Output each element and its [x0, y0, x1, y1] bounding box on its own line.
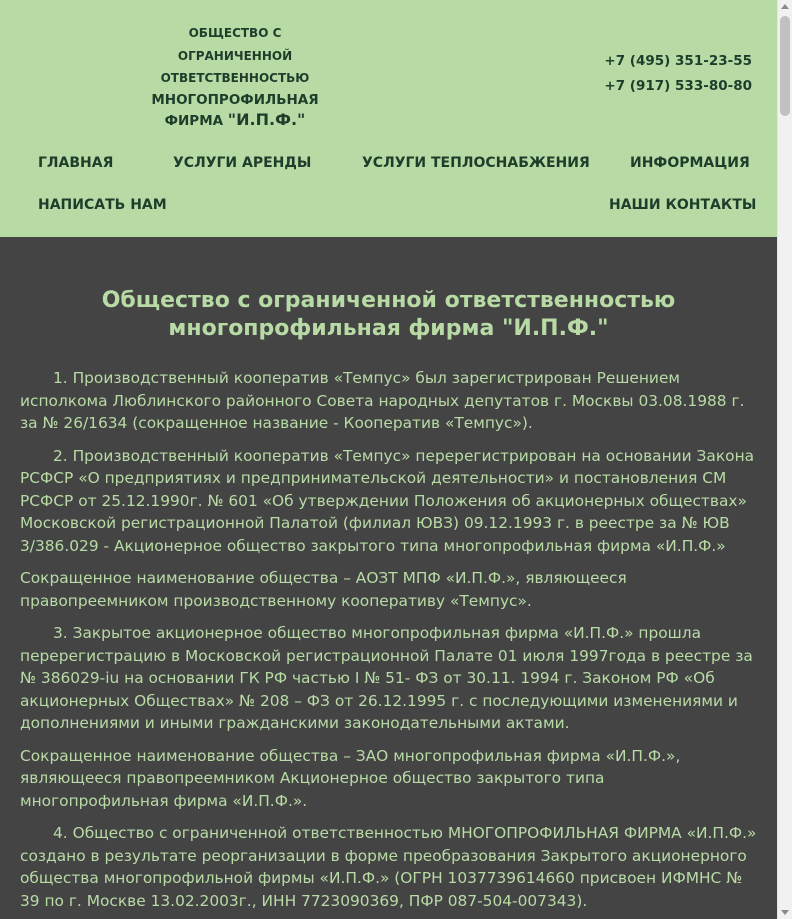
nav-link-heating[interactable]: УСЛУГИ ТЕПЛОСНАБЖЕНИЯ	[362, 155, 590, 171]
history-paragraph: Сокращенное наименование общества – АОЗТ МПФ «И.П.Ф.», являющееся правопреемником производственному кооперативу «Темпус».	[20, 569, 627, 610]
history-paragraph: 4. Общество с ограниченной ответственностью МНОГОПРОФИЛЬНАЯ ФИРМА «И.П.Ф.» создано в результате реорганизации в форме преобразования Закрытого акционерного общества многопрофильной фирмы «И.П.Ф.» (ОГРН 1037739614660 присвоен ИФМНС № 39 по г. Москве 13.02.2003г., ИНН 7723090369, ПФР 087-504-007343).	[20, 824, 757, 910]
logo-line: ОГРАНИЧЕННОЙ	[177, 48, 293, 63]
logo-word: ФИРМА	[164, 112, 228, 129]
history-paragraph: 3. Закрытое акционерное общество многопрофильная фирма «И.П.Ф.» прошла перерегистрацию в Московской регистрационной Палате 01 июля 1997года в реестре за № 386029-iu на основании ГК РФ частью I № 51- ФЗ от 30.11. 1994 г. Законом РФ «Об акционерных Обществах» № 208 – ФЗ от 26.12.1995 г. с последующими изменениями и дополнениями и иными гражданскими законодательными актами.	[20, 624, 753, 732]
vertical-scrollbar[interactable]	[777, 0, 792, 919]
logo-line	[150, 111, 320, 130]
page-title: Общество с ограниченной ответственностью многопрофильная фирма "И.П.Ф."	[101, 288, 676, 341]
main-content	[0, 237, 777, 919]
nav-link-info[interactable]: ИНФОРМАЦИЯ	[630, 155, 750, 171]
logo-line: ОТВЕТСТВЕННОСТЬЮ	[160, 71, 310, 85]
nav-link-home[interactable]: ГЛАВНАЯ	[38, 155, 114, 171]
logo-line: ОБЩЕСТВО С	[188, 26, 282, 40]
logo-brand-name: "И.П.Ф."	[227, 109, 306, 129]
nav-link-contacts[interactable]: НАШИ КОНТАКТЫ	[609, 197, 757, 213]
company-logo[interactable]	[150, 22, 320, 130]
scroll-up-arrow-icon[interactable]	[781, 4, 789, 9]
history-paragraph: Сокращенное наименование общества – ЗАО многопрофильная фирма «И.П.Ф.», являющееся правопреемником Акционерное общество закрытого типа многопрофильная фирма «И.П.Ф.».	[20, 746, 681, 810]
history-paragraph: 1. Производственный кооператив «Темпус» был зарегистрирован Решением исполкома Люблинского районного Совета народных депутатов г. Москвы 03.08.1988 г. за № 26/1634 (сокращенное название - Кооператив «Темпус»).	[20, 369, 745, 432]
history-paragraph: 2. Производственный кооператив «Темпус» перерегистрирован на основании Закона РСФСР «О предприятиях и предпринимательской деятельности» и постановления СМ РСФСР от 25.12.1990г. № 601 «Об утверждении Положения об акционерных обществах» Московской регистрационной Палатой (филиал ЮВЗ) 09.12.1993 г. в реестре за № ЮВ 3/386.029 - Акционерное общество закрытого типа многопрофильная фирма «И.П.Ф.»	[20, 446, 755, 555]
phone-number[interactable]: +7 (917) 533-80-80	[604, 78, 752, 94]
scrollbar-thumb[interactable]	[780, 16, 790, 116]
logo-line: МНОГОПРОФИЛЬНАЯ	[151, 91, 319, 108]
nav-link-write-us[interactable]: НАПИСАТЬ НАМ	[38, 197, 167, 213]
phone-number[interactable]: +7 (495) 351-23-55	[604, 53, 752, 69]
site-header	[0, 0, 777, 237]
scroll-down-arrow-icon[interactable]	[781, 910, 789, 915]
nav-link-rent[interactable]: УСЛУГИ АРЕНДЫ	[173, 155, 312, 171]
phone-numbers	[604, 49, 752, 99]
